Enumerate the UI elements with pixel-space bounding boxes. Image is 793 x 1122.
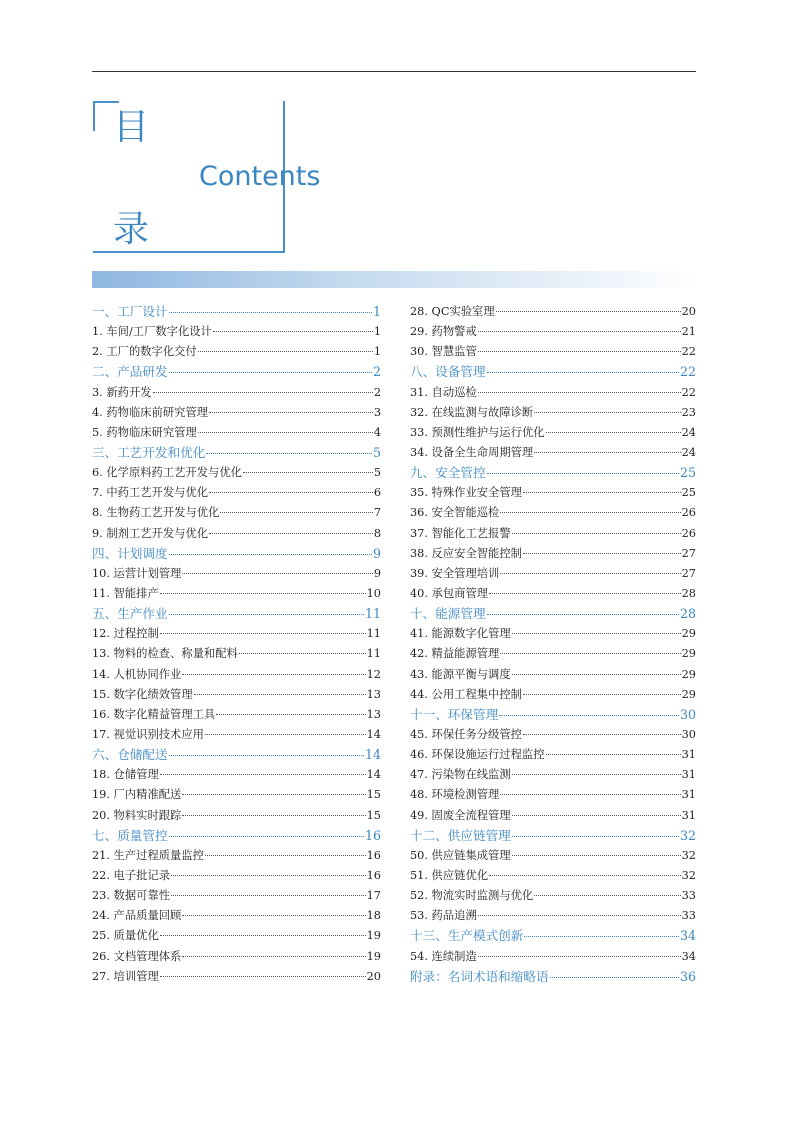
toc-entry-label: 46. 环保设施运行过程监控 <box>410 748 545 762</box>
toc-entry-page: 5 <box>373 466 381 480</box>
toc-entry-page: 14 <box>366 727 381 741</box>
toc-leader-dots <box>534 895 680 896</box>
toc-entry[interactable] <box>92 463 381 483</box>
toc-section-heading[interactable] <box>410 362 696 382</box>
toc-entry[interactable] <box>410 383 696 403</box>
toc-entry[interactable] <box>410 524 696 544</box>
toc-entry-label: 十、能源管理 <box>410 606 486 622</box>
toc-entry[interactable] <box>92 705 381 725</box>
toc-entry-label: 25. 质量优化 <box>92 929 159 943</box>
toc-entry-label: 52. 物流实时监测与优化 <box>410 889 534 903</box>
toc-section-heading[interactable] <box>92 604 381 624</box>
toc-entry-label: 49. 固废全流程管理 <box>410 808 511 822</box>
toc-leader-dots <box>160 976 366 977</box>
toc-section-heading[interactable] <box>410 967 696 987</box>
toc-entry-page: 7 <box>373 506 381 520</box>
toc-leader-dots <box>205 734 366 735</box>
toc-leader-dots <box>478 351 681 352</box>
toc-entry-page: 16 <box>364 827 381 843</box>
toc-entry-label: 43. 能源平衡与调度 <box>410 667 511 681</box>
toc-entry[interactable] <box>410 846 696 866</box>
toc-entry[interactable] <box>410 624 696 644</box>
toc-section-heading[interactable] <box>92 544 381 564</box>
toc-leader-dots <box>478 915 681 916</box>
toc-entry-label: 22. 电子批记录 <box>92 868 171 882</box>
toc-entry-label: 35. 特殊作业安全管理 <box>410 486 522 500</box>
toc-entry-page: 22 <box>681 345 696 359</box>
toc-entry-label: 11. 智能排产 <box>92 586 159 600</box>
toc-section-heading[interactable] <box>410 926 696 946</box>
toc-section-heading[interactable] <box>410 705 696 725</box>
toc-leader-dots <box>512 633 681 634</box>
toc-entry-label: 14. 人机协同作业 <box>92 667 182 681</box>
toc-leader-dots <box>169 554 372 555</box>
toc-entry-label: 44. 公用工程集中控制 <box>410 687 522 701</box>
toc-leader-dots <box>523 694 681 695</box>
toc-leader-dots <box>239 653 366 654</box>
toc-entry-page: 1 <box>373 345 381 359</box>
toc-entry-label: 50. 供应链集成管理 <box>410 848 511 862</box>
toc-entry-label: 40. 承包商管理 <box>410 586 489 600</box>
toc-section-heading[interactable] <box>92 745 381 765</box>
toc-leader-dots <box>523 492 681 493</box>
toc-entry[interactable] <box>410 906 696 926</box>
toc-entry-page: 18 <box>366 909 381 923</box>
toc-entry-page: 14 <box>366 768 381 782</box>
toc-entry-label: 附录：名词术语和缩略语 <box>410 968 549 984</box>
toc-entry-label: 23. 数据可靠性 <box>92 889 171 903</box>
toc-leader-dots <box>487 473 679 474</box>
toc-entry-page: 20 <box>681 305 696 318</box>
toc-entry-label: 21. 生产过程质量监控 <box>92 848 204 862</box>
toc-entry[interactable] <box>92 564 381 584</box>
toc-entry-label: 15. 数字化绩效管理 <box>92 687 193 701</box>
toc-entry-label: 19. 厂内精准配送 <box>92 788 182 802</box>
toc-entry-page: 22 <box>681 385 696 399</box>
toc-leader-dots <box>524 936 679 937</box>
toc-entry-page: 15 <box>366 788 381 802</box>
toc-leader-dots <box>160 935 366 936</box>
toc-entry-label: 13. 物料的检查、称量和配料 <box>92 647 238 661</box>
toc-entry-page: 1 <box>372 304 381 319</box>
toc-entry-page: 33 <box>681 889 696 903</box>
toc-entry-label: 1. 车间/工厂数字化设计 <box>92 325 212 339</box>
toc-entry-page: 32 <box>681 848 696 862</box>
toc-entry-label: 2. 工厂的数字化交付 <box>92 345 197 359</box>
toc-entry[interactable] <box>92 886 381 906</box>
top-rule <box>92 71 696 72</box>
toc-leader-dots <box>478 331 681 332</box>
toc-leader-dots <box>160 774 366 775</box>
toc-section-heading[interactable] <box>92 826 381 846</box>
toc-entry-page: 32 <box>679 827 696 843</box>
toc-leader-dots <box>500 512 680 513</box>
title-en: Contents <box>199 161 321 192</box>
toc-entry[interactable] <box>410 665 696 685</box>
toc-entry-page: 12 <box>366 667 381 681</box>
toc-entry-label: 6. 化学原料药工艺开发与优化 <box>92 466 242 480</box>
toc-entry-label: 10. 运营计划管理 <box>92 566 182 580</box>
toc-entry-label: 48. 环境检测管理 <box>410 788 500 802</box>
toc-leader-dots <box>216 714 365 715</box>
toc-section-heading[interactable] <box>410 826 696 846</box>
toc-entry-label: 54. 连续制造 <box>410 949 477 963</box>
toc-entry-label: 38. 反应安全智能控制 <box>410 546 522 560</box>
toc-entry-page: 16 <box>366 868 381 882</box>
toc-entry[interactable] <box>410 765 696 785</box>
toc-entry-page: 24 <box>681 445 696 459</box>
toc-column-right <box>410 302 696 987</box>
toc-entry-page: 26 <box>681 506 696 520</box>
toc-entry-page: 29 <box>681 687 696 701</box>
toc-leader-dots <box>499 715 679 716</box>
toc-entry-page: 26 <box>681 526 696 540</box>
toc-entry[interactable] <box>410 725 696 745</box>
toc-entry-label: 五、生产作业 <box>92 606 168 622</box>
toc-leader-dots <box>209 412 373 413</box>
toc-entry-label: 27. 培训管理 <box>92 969 159 983</box>
toc-entry[interactable] <box>410 443 696 463</box>
toc-leader-dots <box>500 794 680 795</box>
toc-section-heading[interactable] <box>92 443 381 463</box>
toc-entry-page: 10 <box>366 586 381 600</box>
toc-entry[interactable] <box>92 967 381 987</box>
toc-leader-dots <box>182 815 365 816</box>
toc-leader-dots <box>171 895 366 896</box>
toc-leader-dots <box>160 633 366 634</box>
toc-entry[interactable] <box>410 564 696 584</box>
toc-entry-label: 九、安全管控 <box>410 465 486 481</box>
toc-entry-page: 11 <box>366 627 381 641</box>
toc-entry-label: 18. 仓储管理 <box>92 768 159 782</box>
toc-entry-label: 17. 视觉识别技术应用 <box>92 727 204 741</box>
toc-entry-page: 28 <box>679 606 696 622</box>
toc-entry-page: 17 <box>366 889 381 903</box>
toc-leader-dots <box>512 774 681 775</box>
toc-leader-dots <box>478 392 681 393</box>
toc-entry-label: 七、质量管控 <box>92 827 168 843</box>
toc-leader-dots <box>496 311 681 312</box>
toc-entry-page: 29 <box>681 627 696 641</box>
toc-leader-dots <box>512 836 679 837</box>
toc-entry[interactable] <box>410 322 696 342</box>
toc-leader-dots <box>546 754 681 755</box>
toc-entry-page: 23 <box>681 405 696 419</box>
toc-leader-dots <box>523 734 681 735</box>
toc-entry-page: 25 <box>679 465 696 481</box>
toc-entry[interactable] <box>92 947 381 967</box>
toc-entry[interactable] <box>410 584 696 604</box>
toc-entry-page: 31 <box>681 808 696 822</box>
toc-entry-label: 十二、供应链管理 <box>410 827 511 843</box>
toc-leader-dots <box>169 836 364 837</box>
toc-entry-label: 37. 智能化工艺报警 <box>410 526 511 540</box>
toc-entry[interactable] <box>92 685 381 705</box>
toc-entry-page: 13 <box>366 707 381 721</box>
toc-entry-label: 8. 生物药工艺开发与优化 <box>92 506 220 520</box>
toc-entry-label: 4. 药物临床前研究管理 <box>92 405 209 419</box>
toc-entry[interactable] <box>92 423 381 443</box>
toc-entry-page: 2 <box>372 364 381 380</box>
toc-entry-label: 33. 预测性维护与运行优化 <box>410 425 545 439</box>
toc-leader-dots <box>512 533 681 534</box>
toc-entry[interactable] <box>410 423 696 443</box>
toc-entry[interactable] <box>92 906 381 926</box>
toc-entry[interactable] <box>92 846 381 866</box>
toc-entry[interactable] <box>410 342 696 362</box>
toc-entry-label: 34. 设备全生命周期管理 <box>410 445 534 459</box>
toc-leader-dots <box>550 977 679 978</box>
toc-entry[interactable] <box>92 342 381 362</box>
toc-entry-label: 36. 安全智能巡检 <box>410 506 500 520</box>
toc-leader-dots <box>489 593 681 594</box>
toc-leader-dots <box>487 372 679 373</box>
toc-entry-label: 5. 药物临床研究管理 <box>92 425 197 439</box>
toc-entry[interactable] <box>92 383 381 403</box>
toc-leader-dots <box>182 794 365 795</box>
toc-entry-page: 19 <box>366 929 381 943</box>
toc-entry-page: 34 <box>681 949 696 963</box>
toc-entry-label: 3. 新药开发 <box>92 385 152 399</box>
toc-entry-page: 22 <box>679 364 696 380</box>
toc-entry[interactable] <box>410 785 696 805</box>
toc-entry-label: 39. 安全管理培训 <box>410 566 500 580</box>
toc-entry[interactable] <box>410 302 696 322</box>
toc-leader-dots <box>171 875 366 876</box>
toc-section-heading[interactable] <box>92 302 381 322</box>
toc-entry[interactable] <box>92 665 381 685</box>
toc-entry-label: 28. QC实验室理 <box>410 305 495 318</box>
toc-entry-label: 八、设备管理 <box>410 364 486 380</box>
toc-entry-page: 27 <box>681 546 696 560</box>
toc-leader-dots <box>182 573 372 574</box>
toc-leader-dots <box>209 492 373 493</box>
toc-entry[interactable] <box>92 926 381 946</box>
toc-entry[interactable] <box>92 624 381 644</box>
toc-leader-dots <box>534 452 680 453</box>
toc-entry-page: 9 <box>372 545 381 561</box>
toc-entry[interactable] <box>92 524 381 544</box>
toc-leader-dots <box>169 614 364 615</box>
toc-leader-dots <box>523 553 681 554</box>
toc-leader-dots <box>182 674 365 675</box>
toc-entry-label: 45. 环保任务分级管控 <box>410 727 522 741</box>
toc-entry-label: 26. 文档管理体系 <box>92 949 182 963</box>
toc-leader-dots <box>194 694 366 695</box>
toc-entry-label: 29. 药物警戒 <box>410 325 477 339</box>
toc-entry-page: 11 <box>364 606 381 622</box>
toc-entry-page: 13 <box>366 687 381 701</box>
toc-entry[interactable] <box>92 644 381 664</box>
toc-entry-page: 24 <box>681 425 696 439</box>
title-cn-2: 录 <box>113 209 150 250</box>
toc-entry-label: 十一、环保管理 <box>410 706 499 722</box>
toc-entry-page: 31 <box>681 768 696 782</box>
toc-leader-dots <box>160 593 366 594</box>
toc-entry-page: 2 <box>373 385 381 399</box>
toc-entry[interactable] <box>410 503 696 523</box>
toc-leader-dots <box>182 956 365 957</box>
toc-entry-page: 16 <box>366 848 381 862</box>
toc-entry-page: 5 <box>372 444 381 460</box>
toc-leader-dots <box>512 855 681 856</box>
toc-entry-page: 1 <box>373 325 381 339</box>
toc-leader-dots <box>489 875 681 876</box>
toc-entry-label: 四、计划调度 <box>92 545 168 561</box>
toc-leader-dots <box>213 331 373 332</box>
toc-leader-dots <box>169 755 364 756</box>
toc-entry-page: 9 <box>373 566 381 580</box>
toc-section-heading[interactable] <box>92 362 381 382</box>
toc-entry-label: 12. 过程控制 <box>92 627 159 641</box>
toc-entry[interactable] <box>410 644 696 664</box>
toc-entry-label: 30. 智慧监管 <box>410 345 477 359</box>
toc-entry[interactable] <box>92 483 381 503</box>
toc-entry-page: 27 <box>681 566 696 580</box>
toc-entry-label: 53. 药品追溯 <box>410 909 477 923</box>
toc-entry-label: 16. 数字化精益管理工具 <box>92 707 216 721</box>
toc-entry-page: 29 <box>681 647 696 661</box>
toc-entry-page: 29 <box>681 667 696 681</box>
toc-leader-dots <box>198 432 373 433</box>
toc-entry-label: 20. 物料实时跟踪 <box>92 808 182 822</box>
toc-entry-label: 9. 制剂工艺开发与优化 <box>92 526 209 540</box>
toc-entry-label: 三、工艺开发和优化 <box>92 444 206 460</box>
toc-entry-page: 21 <box>681 325 696 339</box>
toc-leader-dots <box>205 855 366 856</box>
toc-entry-page: 20 <box>366 969 381 983</box>
toc-entry[interactable] <box>410 745 696 765</box>
toc-entry-page: 8 <box>373 526 381 540</box>
toc-entry[interactable] <box>92 322 381 342</box>
toc-leader-dots <box>243 472 373 473</box>
gradient-bar <box>92 271 696 288</box>
toc-leader-dots <box>206 453 372 454</box>
toc-entry-page: 11 <box>366 647 381 661</box>
toc-entry-page: 30 <box>679 706 696 722</box>
toc-entry[interactable] <box>92 785 381 805</box>
toc-entry-label: 32. 在线监测与故障诊断 <box>410 405 534 419</box>
toc-entry[interactable] <box>410 947 696 967</box>
toc-entry-label: 六、仓储配送 <box>92 747 168 763</box>
toc-entry-page: 31 <box>681 748 696 762</box>
toc-entry-label: 51. 供应链优化 <box>410 868 489 882</box>
toc-leader-dots <box>209 533 373 534</box>
toc-entry-label: 7. 中药工艺开发与优化 <box>92 486 209 500</box>
toc-entry[interactable] <box>410 483 696 503</box>
toc-entry-page: 14 <box>364 747 381 763</box>
toc-leader-dots <box>534 412 680 413</box>
toc-leader-dots <box>153 392 373 393</box>
toc-entry[interactable] <box>92 584 381 604</box>
toc-entry-label: 42. 精益能源管理 <box>410 647 500 661</box>
toc-leader-dots <box>512 674 681 675</box>
toc-section-heading[interactable] <box>410 604 696 624</box>
toc-entry[interactable] <box>92 866 381 886</box>
toc-entry-label: 一、工厂设计 <box>92 304 168 319</box>
title-cn-1: 目 <box>113 107 150 148</box>
toc-leader-dots <box>500 653 680 654</box>
toc-entry-page: 34 <box>679 928 696 944</box>
toc-entry-label: 31. 自动巡检 <box>410 385 477 399</box>
toc-entry[interactable] <box>410 886 696 906</box>
toc-entry-page: 19 <box>366 949 381 963</box>
toc-entry[interactable] <box>92 403 381 423</box>
toc-leader-dots <box>182 915 365 916</box>
toc-leader-dots <box>169 312 372 313</box>
toc-entry[interactable] <box>410 685 696 705</box>
toc-section-heading[interactable] <box>410 463 696 483</box>
toc-entry[interactable] <box>92 765 381 785</box>
toc-entry-label: 24. 产品质量回顾 <box>92 909 182 923</box>
toc-entry[interactable] <box>410 403 696 423</box>
toc-entry[interactable] <box>410 544 696 564</box>
toc-entry-page: 4 <box>373 425 381 439</box>
toc-entry[interactable] <box>92 806 381 826</box>
toc-entry-page: 6 <box>373 486 381 500</box>
toc-leader-dots <box>478 956 681 957</box>
toc-column-left <box>92 302 381 987</box>
toc-entry-page: 33 <box>681 909 696 923</box>
toc-entry-label: 47. 污染物在线监测 <box>410 768 511 782</box>
toc-entry-page: 3 <box>373 405 381 419</box>
toc-leader-dots <box>169 372 372 373</box>
toc-entry-page: 36 <box>679 968 696 984</box>
toc-entry-page: 28 <box>681 586 696 600</box>
toc-entry-page: 15 <box>366 808 381 822</box>
toc-entry[interactable] <box>92 503 381 523</box>
toc-entry-label: 十三、生产模式创新 <box>410 928 524 944</box>
toc-entry-page: 32 <box>681 868 696 882</box>
toc-entry[interactable] <box>410 866 696 886</box>
toc-leader-dots <box>220 512 372 513</box>
toc-entry-label: 41. 能源数字化管理 <box>410 627 511 641</box>
toc-entry-page: 31 <box>681 788 696 802</box>
toc-entry[interactable] <box>92 725 381 745</box>
toc-leader-dots <box>500 573 680 574</box>
toc-entry-label: 二、产品研发 <box>92 364 168 380</box>
toc-leader-dots <box>512 815 681 816</box>
toc-leader-dots <box>546 432 681 433</box>
toc-entry-page: 25 <box>681 486 696 500</box>
toc-leader-dots <box>198 351 373 352</box>
toc-leader-dots <box>487 614 679 615</box>
toc-entry-page: 30 <box>681 727 696 741</box>
toc-entry[interactable] <box>410 806 696 826</box>
